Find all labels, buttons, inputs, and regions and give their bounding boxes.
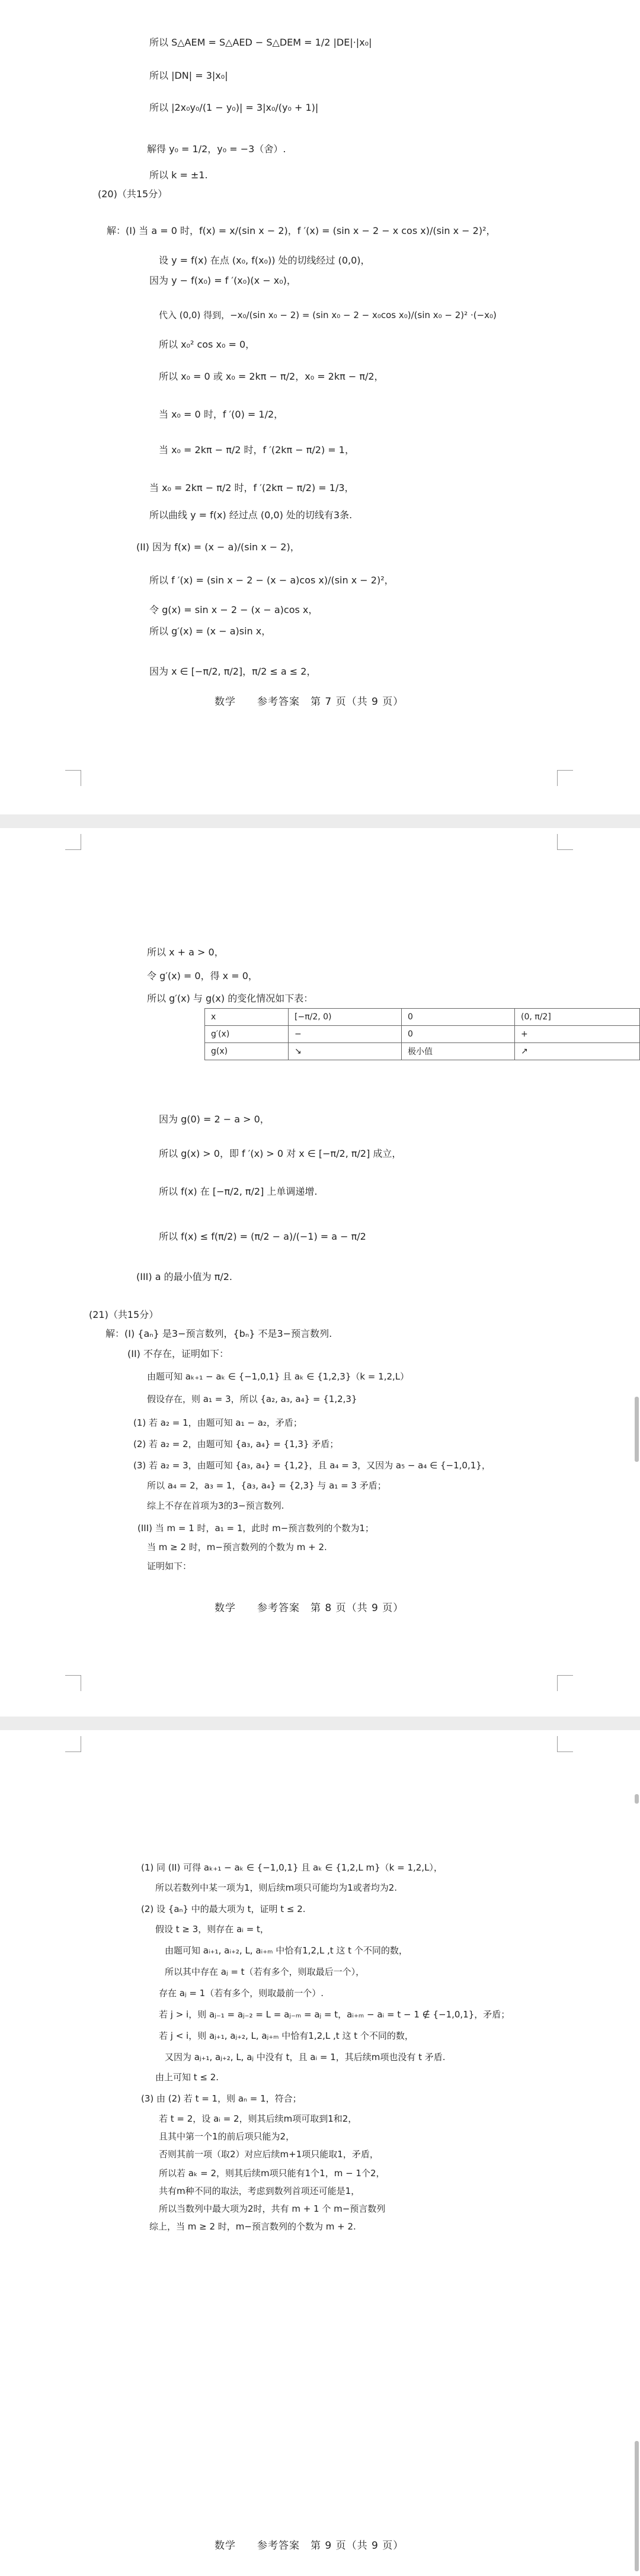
text-line: 所以 f(x) 在 [−π/2, π/2] 上单调递增. bbox=[159, 1186, 318, 1197]
text-line: 否则其前一项（取2）对应后续m+1项只能取1，矛盾， bbox=[159, 2149, 379, 2160]
text-line: (2) 设 {aₙ} 中的最大项为 t，证明 t ≤ 2. bbox=[141, 1904, 306, 1914]
text-line: 若 j > i，则 aⱼ₋₁ = aⱼ₋₂ = L = aⱼ₋ₘ = aⱼ = t，aᵢ₊ₘ − aᵢ = t − 1 ∉ {−1,0,1}，矛盾； bbox=[159, 2009, 510, 2020]
text-line: 当 x₀ = 0 时，f ′(0) = 1/2， bbox=[159, 409, 284, 420]
text-line: 所以 g(x) > 0，即 f ′(x) > 0 对 x ∈ [−π/2, π/2] 成立， bbox=[159, 1148, 402, 1159]
text-line: 因为 x ∈ [−π/2, π/2]，π/2 ≤ a ≤ 2， bbox=[149, 666, 316, 677]
text-line: 所以 S△AEM = S△AED − S△DEM = 1/2 |DE|·|x₀| bbox=[149, 37, 372, 48]
text-line: 所以 a₄ = 2，a₃ = 1，{a₃, a₄} = {2,3} 与 a₁ = 3 矛盾； bbox=[147, 1480, 386, 1491]
table-cell: ↘ bbox=[289, 1043, 402, 1060]
text-line: 证明如下： bbox=[147, 1561, 192, 1571]
text-line: (3) 由 (2) 若 t = 1，则 aₙ = 1，符合； bbox=[141, 2093, 302, 2104]
crop-mark bbox=[65, 1736, 81, 1752]
text-line: 且其中第一个1的前后项只能为2， bbox=[159, 2131, 295, 2142]
table-cell: 0 bbox=[402, 1009, 515, 1026]
text-line: 当 m ≥ 2 时，m−预言数列的个数为 m + 2. bbox=[147, 1542, 327, 1552]
text-line: 解：(I) 当 a = 0 时，f(x) = x/(sin x − 2)，f ′(x) = (sin x − 2 − x cos x)/(sin x − 2)²， bbox=[107, 225, 496, 236]
text-line: 设 y = f(x) 在点 (x₀, f(x₀)) 处的切线经过 (0,0)， bbox=[159, 255, 370, 266]
text-line: 若 j < i，则 aⱼ₊₁, aⱼ₊₂, L, aⱼ₊ₘ 中恰有1,2,L ,t 这 t 个不同的数， bbox=[159, 2030, 414, 2041]
question-heading: (20)（共15分） bbox=[98, 188, 168, 200]
page-footer: 数学 参考答案 第 7 页（共 9 页） bbox=[215, 696, 404, 708]
text-line: 令 g(x) = sin x − 2 − (x − a)cos x， bbox=[149, 604, 318, 615]
text-line: (II) 因为 f(x) = (x − a)/(sin x − 2)， bbox=[136, 541, 300, 553]
crop-mark bbox=[557, 770, 573, 786]
text-line: 解：(I) {aₙ} 是3−预言数列，{bₙ} 不是3−预言数列. bbox=[105, 1328, 332, 1339]
text-line: (III) a 的最小值为 π/2. bbox=[136, 1271, 232, 1282]
text-line: 解得 y₀ = 1/2，y₀ = −3（舍）. bbox=[147, 143, 286, 155]
text-line: 所以 f ′(x) = (sin x − 2 − (x − a)cos x)/(sin x − 2)²， bbox=[149, 575, 394, 586]
page-gap bbox=[0, 1717, 640, 1730]
table-cell: [−π/2, 0) bbox=[289, 1009, 402, 1026]
text-line: 当 x₀ = 2kπ − π/2 时，f ′(2kπ − π/2) = 1， bbox=[159, 444, 354, 455]
table-row bbox=[205, 1043, 640, 1060]
text-line: 由题可知 aᵢ₊₁, aᵢ₊₂, L, aᵢ₊ₘ 中恰有1,2,L ,t 这 t 个不同的数， bbox=[165, 1945, 408, 1956]
crop-mark bbox=[65, 1675, 81, 1691]
page-gap bbox=[0, 814, 640, 828]
table-cell: g(x) bbox=[205, 1043, 289, 1060]
document-page-8 bbox=[0, 828, 640, 1717]
crop-mark bbox=[557, 1675, 573, 1691]
text-line: 所以 k = ±1. bbox=[149, 169, 208, 181]
text-line: 共有m种不同的取法，考虑到数列首项还可能是1， bbox=[159, 2186, 360, 2196]
text-line: 所以 g′(x) 与 g(x) 的变化情况如下表： bbox=[147, 993, 313, 1004]
text-line: (II) 不存在，证明如下： bbox=[127, 1348, 229, 1359]
text-line: (2) 若 a₂ = 2，由题可知 {a₃, a₄} = {1,3} 矛盾； bbox=[133, 1439, 339, 1449]
crop-mark bbox=[557, 1736, 573, 1752]
text-line: 当 x₀ = 2kπ − π/2 时，f ′(2kπ − π/2) = 1/3， bbox=[149, 482, 354, 493]
crop-mark bbox=[65, 834, 81, 850]
document-page-9 bbox=[0, 1730, 640, 2576]
text-line: 假设 t ≥ 3，则存在 aᵢ = t， bbox=[155, 1924, 269, 1935]
table-cell: 0 bbox=[402, 1026, 515, 1043]
crop-mark bbox=[557, 834, 573, 850]
crop-mark bbox=[65, 770, 81, 786]
table-header-row bbox=[205, 1009, 640, 1026]
document-page-7 bbox=[0, 0, 640, 814]
text-line: 由上可知 t ≤ 2. bbox=[155, 2072, 219, 2083]
table-cell: − bbox=[289, 1026, 402, 1043]
table-cell: (0, π/2] bbox=[515, 1009, 640, 1026]
scrollbar-thumb[interactable] bbox=[635, 2441, 639, 2571]
text-line: 所以其中存在 aⱼ = t（若有多个，则取最后一个）， bbox=[165, 1967, 365, 1977]
text-line: 存在 aⱼ = 1（若有多个，则取最前一个）. bbox=[159, 1988, 324, 1998]
variation-table bbox=[204, 1008, 640, 1060]
table-cell: x bbox=[205, 1009, 289, 1026]
text-line: 所以 g′(x) = (x − a)sin x， bbox=[149, 625, 271, 637]
text-line: (3) 若 a₂ = 3，由题可知 {a₃, a₄} = {1,2}，且 a₄ = 3，又因为 a₅ − a₄ ∈ {−1,0,1}， bbox=[133, 1460, 491, 1471]
text-line: (1) 若 a₂ = 1，由题可知 a₁ − a₂，矛盾； bbox=[133, 1417, 302, 1428]
text-line: 代入 (0,0) 得到，−x₀/(sin x₀ − 2) = (sin x₀ − 2 − x₀cos x₀)/(sin x₀ − 2)² ·(−x₀) bbox=[159, 310, 497, 320]
page-footer: 数学 参考答案 第 9 页（共 9 页） bbox=[215, 2540, 404, 2552]
text-line: 又因为 aⱼ₊₁, aⱼ₊₂, L, aⱼ 中没有 t，且 aᵢ = 1，其后续m项也没有 t 矛盾. bbox=[165, 2052, 446, 2062]
text-line: 所以 f(x) ≤ f(π/2) = (π/2 − a)/(−1) = a − π/2 bbox=[159, 1231, 366, 1242]
text-line: (III) 当 m = 1 时，a₁ = 1，此时 m−预言数列的个数为1； bbox=[137, 1523, 374, 1534]
table-cell: 极小值 bbox=[402, 1043, 515, 1060]
question-heading: (21)（共15分） bbox=[89, 1309, 159, 1320]
text-line: 所以 x₀² cos x₀ = 0， bbox=[159, 339, 255, 350]
text-line: 所以 |2x₀y₀/(1 − y₀)| = 3|x₀/(y₀ + 1)| bbox=[149, 102, 319, 113]
text-line: 令 g′(x) = 0，得 x = 0， bbox=[147, 970, 258, 981]
text-line: 所以若 aₖ = 2，则其后续m项只能有1个1，m − 1个2， bbox=[159, 2168, 385, 2179]
text-line: 综上不存在首项为3的3−预言数列. bbox=[147, 1500, 284, 1511]
scrollbar-thumb[interactable] bbox=[635, 1794, 639, 1804]
table-cell: ↗ bbox=[515, 1043, 640, 1060]
table-cell: g′(x) bbox=[205, 1026, 289, 1043]
text-line: 由题可知 aₖ₊₁ − aₖ ∈ {−1,0,1} 且 aₖ ∈ {1,2,3}（k = 1,2,L） bbox=[147, 1371, 409, 1382]
text-line: 所以曲线 y = f(x) 经过点 (0,0) 处的切线有3条. bbox=[149, 509, 353, 521]
text-line: (1) 同 (II) 可得 aₖ₊₁ − aₖ ∈ {−1,0,1} 且 aₖ ∈ {1,2,L m}（k = 1,2,L）， bbox=[141, 1862, 443, 1873]
text-line: 若 t = 2，设 aᵢ = 2，则其后续m项可取到1和2， bbox=[159, 2113, 357, 2124]
text-line: 假设存在，则 a₁ = 3，所以 {a₂, a₃, a₄} = {1,2,3} bbox=[147, 1394, 357, 1404]
scrollbar-thumb[interactable] bbox=[635, 1397, 639, 1462]
text-line: 综上，当 m ≥ 2 时，m−预言数列的个数为 m + 2. bbox=[149, 2221, 356, 2232]
text-line: 所以 x₀ = 0 或 x₀ = 2kπ − π/2，x₀ = 2kπ − π/2， bbox=[159, 371, 384, 382]
text-line: 因为 y − f(x₀) = f ′(x₀)(x − x₀)， bbox=[149, 275, 296, 286]
text-line: 所以 x + a > 0， bbox=[147, 947, 224, 958]
table-cell: + bbox=[515, 1026, 640, 1043]
text-line: 所以若数列中某一项为1，则后续m项只可能均为1或者均为2. bbox=[155, 1882, 398, 1893]
text-line: 因为 g(0) = 2 − a > 0， bbox=[159, 1114, 270, 1125]
page-footer: 数学 参考答案 第 8 页（共 9 页） bbox=[215, 1602, 404, 1614]
table-row bbox=[205, 1026, 640, 1043]
text-line: 所以当数列中最大项为2时，共有 m + 1 个 m−预言数列 bbox=[159, 2203, 386, 2214]
text-line: 所以 |DN| = 3|x₀| bbox=[149, 70, 228, 81]
